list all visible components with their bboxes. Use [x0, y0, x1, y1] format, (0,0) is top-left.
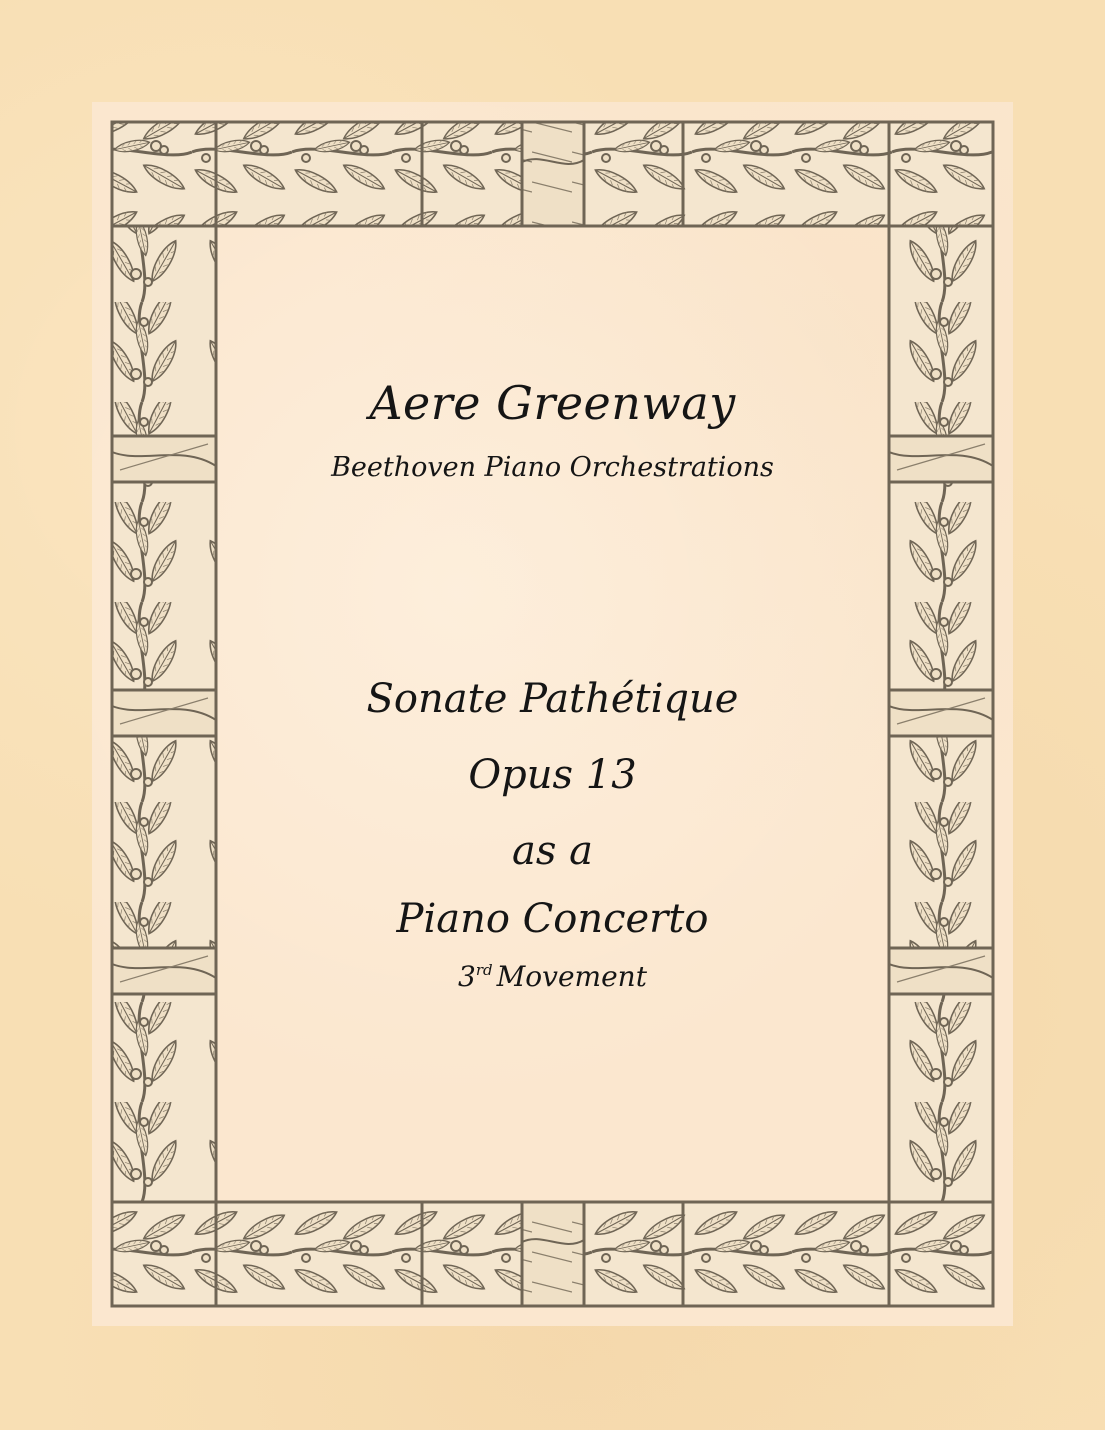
work-title: Sonate Pathétique — [366, 676, 739, 722]
composer-name: Aere Greenway — [369, 376, 736, 430]
genre-title: Piano Concerto — [396, 896, 709, 942]
movement-ordinal-suffix: rd — [475, 961, 493, 979]
conjunction-text: as a — [512, 828, 593, 874]
series-title: Beethoven Piano Orchestrations — [331, 452, 774, 483]
movement-label — [0, 960, 1105, 993]
movement-number: 3 — [458, 960, 476, 993]
movement-word: Movement — [496, 960, 647, 993]
opus-number: Opus 13 — [468, 752, 637, 798]
